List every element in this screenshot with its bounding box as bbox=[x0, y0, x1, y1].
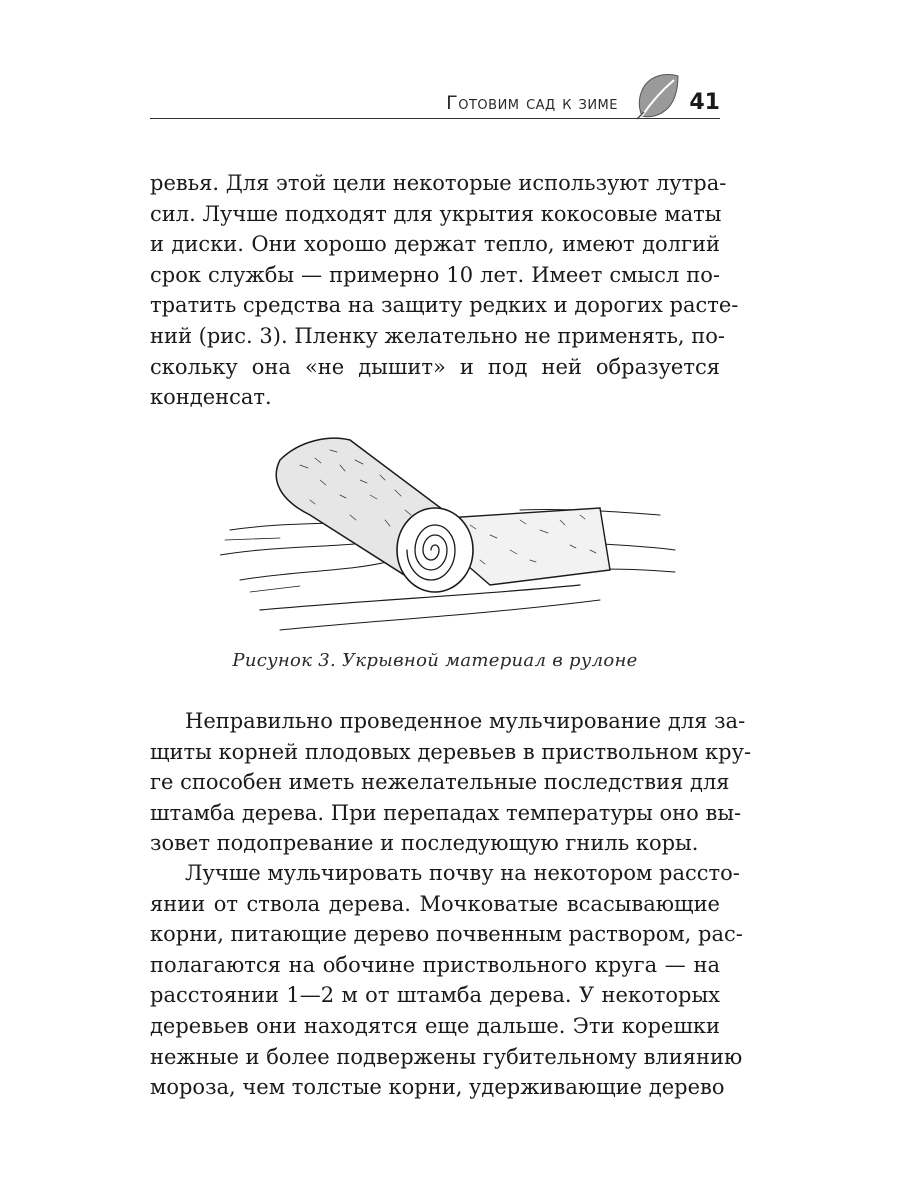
text-line: тратить средства на защиту редких и дорогих расте- bbox=[150, 293, 739, 318]
text-line: расстоянии 1—2 м от штамба дерева. У некоторых bbox=[150, 983, 720, 1008]
figure-caption: Рисунок 3. Укрывной материал в рулоне bbox=[232, 650, 638, 671]
text-line: деревьев они находятся еще дальше. Эти корешки bbox=[150, 1013, 720, 1038]
text-line: штамба дерева. При перепадах температуры оно вы- bbox=[150, 800, 742, 825]
text-line: и диски. Они хорошо держат тепло, имеют долгий bbox=[150, 232, 720, 257]
text-line: Неправильно проведенное мульчирование для за- bbox=[185, 709, 746, 733]
page-number: 41 bbox=[689, 90, 720, 115]
section-title: Готовим сад к зиме bbox=[446, 92, 618, 114]
text-line: полагаются на обочине приствольного круга — на bbox=[150, 952, 720, 977]
text-line: конденсат. bbox=[150, 385, 272, 410]
text-line: ге способен иметь нежелательные последствия для bbox=[150, 770, 730, 795]
text-line: мороза, чем толстые корни, удерживающие дерево bbox=[150, 1075, 725, 1100]
paragraph-1 bbox=[150, 168, 739, 413]
text-line: зовет подопревание и последующую гниль коры. bbox=[150, 831, 699, 856]
text-line: Лучше мульчировать почву на некотором рассто- bbox=[185, 861, 740, 885]
header-rule bbox=[150, 118, 720, 119]
text-line: нежные и более подвержены губительному влиянию bbox=[150, 1044, 743, 1069]
text-line: скольку она «не дышит» и под ней образуется bbox=[150, 354, 720, 379]
text-line: щиты корней плодовых деревьев в приствольном кру- bbox=[150, 739, 752, 764]
running-header bbox=[150, 70, 720, 122]
paragraph-3 bbox=[150, 858, 743, 1103]
text-line: сил. Лучше подходят для укрытия кокосовые маты bbox=[150, 201, 722, 226]
text-line: срок службы — примерно 10 лет. Имеет смысл по- bbox=[150, 262, 720, 287]
paragraph-2 bbox=[150, 706, 752, 859]
text-line: корни, питающие дерево почвенным раствором, рас- bbox=[150, 922, 743, 947]
text-line: ний (рис. 3). Пленку желательно не применять, по- bbox=[150, 323, 725, 348]
leaf-icon bbox=[634, 72, 680, 120]
text-line: ревья. Для этой цели некоторые используют лутра- bbox=[150, 171, 727, 195]
rolled-covering-material-illustration bbox=[220, 420, 680, 645]
text-line: янии от ствола дерева. Мочковатые всасывающие bbox=[150, 891, 720, 916]
